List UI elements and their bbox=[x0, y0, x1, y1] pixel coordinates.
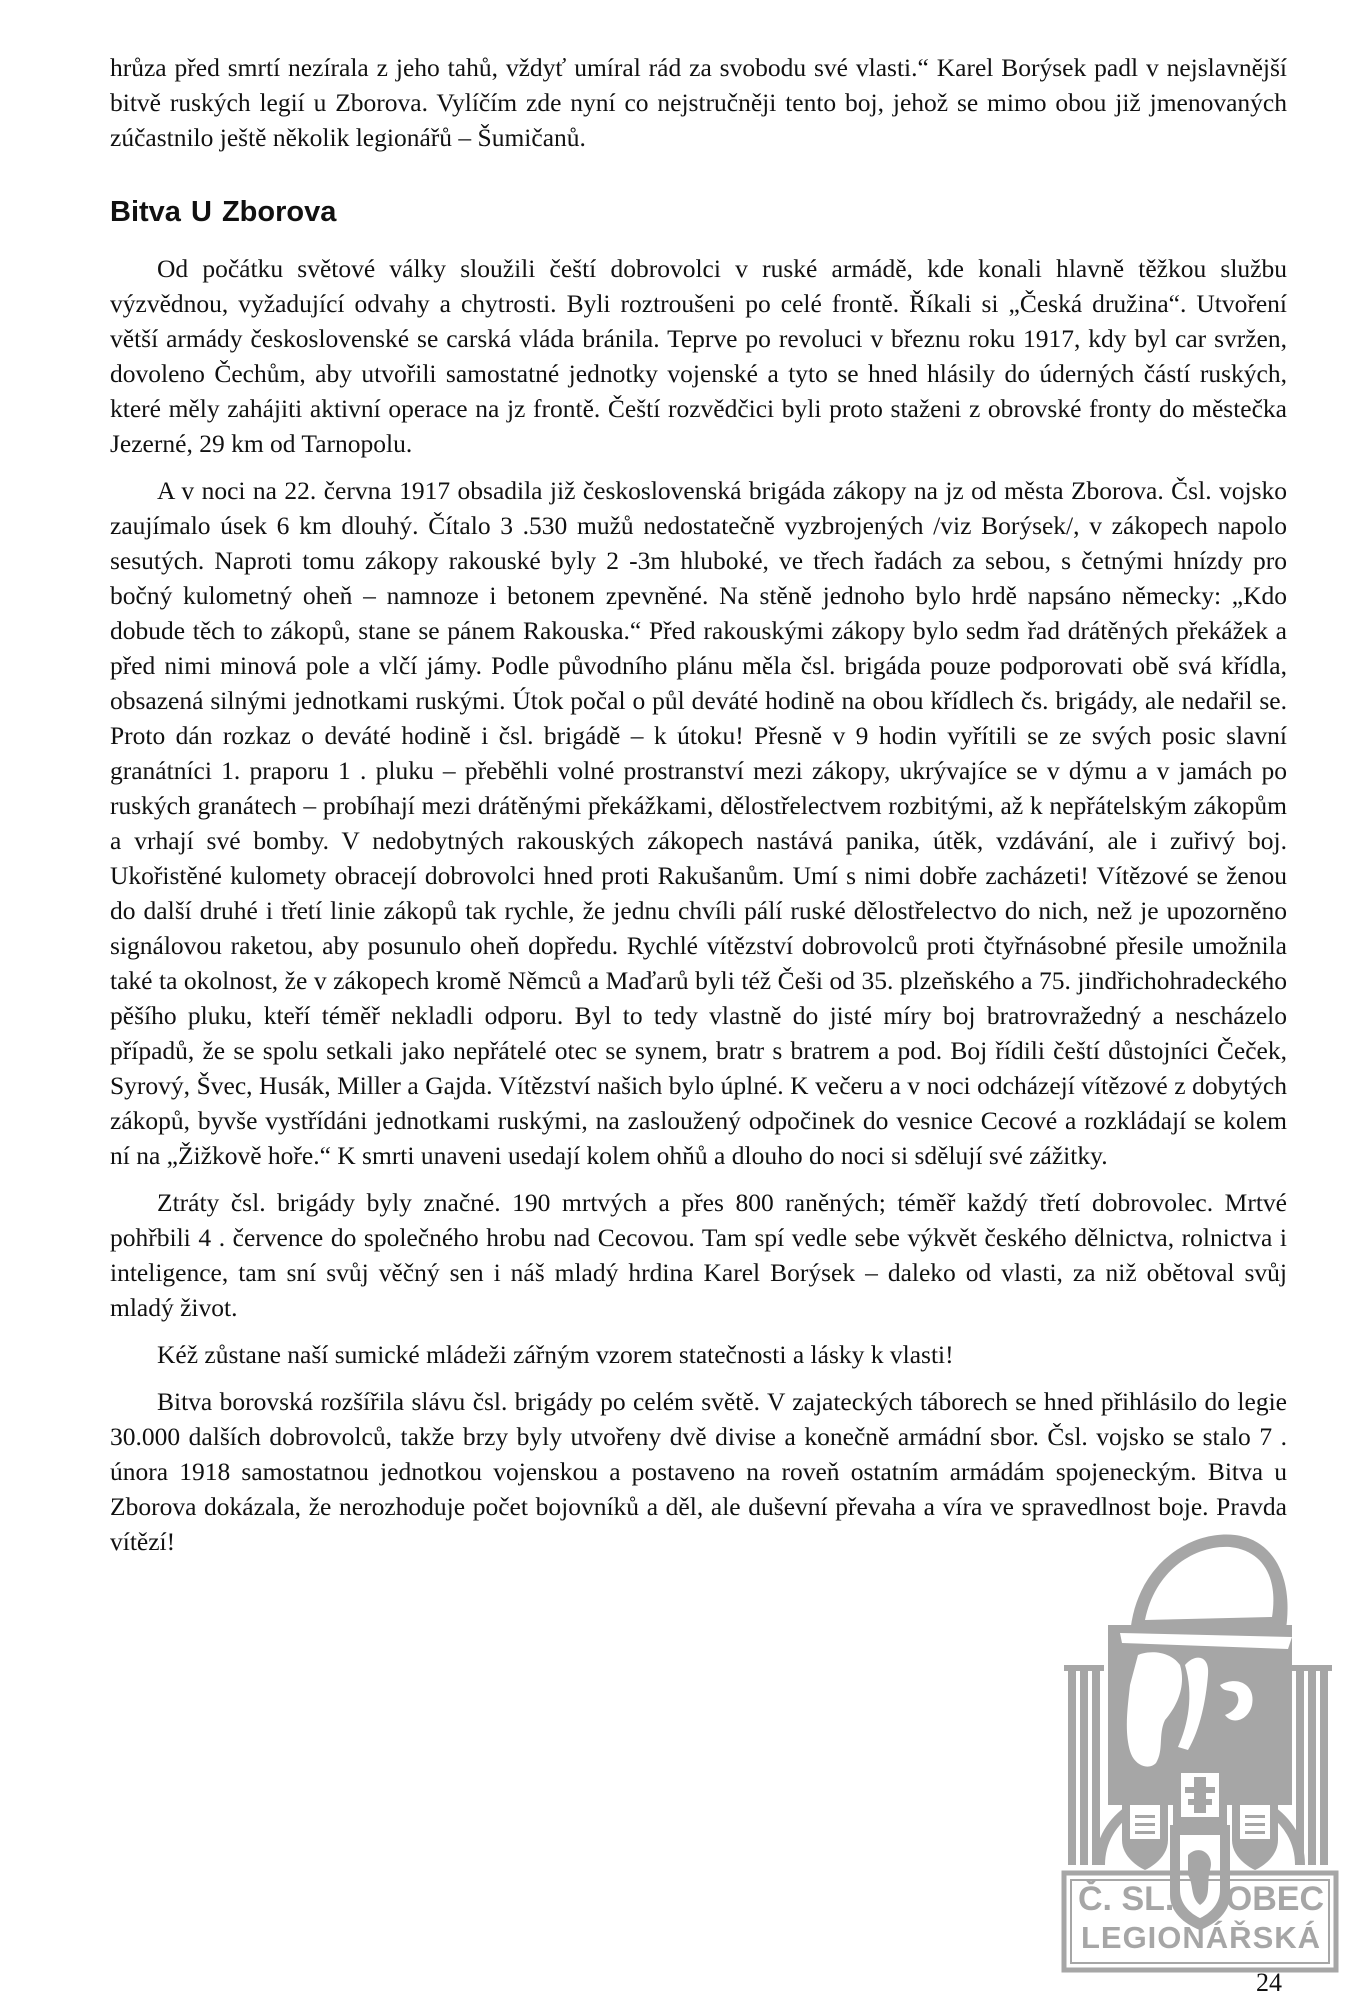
page-number: 24 bbox=[1256, 1968, 1282, 1997]
text-column bbox=[110, 50, 1287, 1571]
watermark-text bbox=[1072, 1880, 1330, 1958]
section-heading: Bitva U Zborova bbox=[110, 196, 337, 228]
paragraph: Kéž zůstane naší sumické mládeži zářným vzorem statečnosti a lásky k vlasti! bbox=[157, 1340, 954, 1369]
opening-paragraph: hrůza před smrtí nezírala z jeho tahů, vždyť umíral rád za svobodu své vlasti.“ Karel Borýsek padl v nejslavnější bitvě ruských legií u Zborova. Vylíčím zde nyní co nejstručněji tento boj, jehož se mimo obou již jmenovaných zúčastnilo ještě několik legionářů – Šumičanů. bbox=[110, 53, 1287, 152]
paragraph: Ztráty čsl. brigády byly značné. 190 mrtvých a přes 800 raněných; téměř každý třetí dobrovolec. Mrtvé pohřbili 4 . července do společného hrobu nad Cecovou. Tam spí vedle sebe výkvět českého dělnictva, rolnictva i inteligence, tam sní svůj věčný sen i náš mladý hrdina Karel Borýsek – daleko od vlasti, za niž obětoval svůj mladý život. bbox=[110, 1188, 1287, 1322]
watermark-line1-left: Č. SL. bbox=[1078, 1880, 1175, 1918]
left-pillar-bar bbox=[1068, 1670, 1076, 1865]
watermark-line1-right: OBEC bbox=[1225, 1880, 1324, 1918]
paragraph: A v noci na 22. června 1917 obsadila již československá brigáda zákopy na jz od města Zborova. Čsl. vojsko zaujímalo úsek 6 km dlouhý. Čítalo 3 .530 mužů nedostatečně vyzbrojených /viz Borýsek/, v zákopech napolo sesutých. Naproti tomu zákopy rakouské byly 2 -3m hluboké, ve třech řadách za sebou, s četnými hnízdy pro bočný kulometný oheň – namnoze i betonem zpevněné. Na stěně jednoho bylo hrdě napsáno německy: „Kdo dobude těch to zákopů, stane se pánem Rakouska.“ Před rakouskými zákopy bylo sedm řad drátěných překážek a před nimi minová pole a vlčí jámy. Podle původního plánu měla čsl. brigáda pouze podporovati obě svá křídla, obsazená silnými jednotkami ruskými. Útok počal o půl deváté hodině na obou křídlech čs. brigády, ale nedařil se. Proto dán rozkaz o deváté hodině i čsl. brigádě – k útoku! Přesně v 9 hodin vyřítili se ze svých posic slavní granátníci 1. praporu 1 . pluku – přeběhli volné prostranství mezi zákopy, ukrývajíce se v dýmu a v jamách po ruských granátech – probíhají mezi drátěnými překážkami, dělostřelectvem rozbitými, až k nepřátelským zákopům a vrhají své bomby. V nedobytných rakouských zákopech nastává panika, útěk, vzdávání, ale i zuřivý boj. Ukořistěné kulomety obracejí dobrovolci hned proti Rakušanům. Umí s nimi dobře zacházeti! Vítězové se ženou do další druhé i třetí linie zákopů tak rychle, že jednu chvíli pálí ruské dělostřelectvo do nich, než je upozorněno signálovou raketou, aby posunulo oheň dopředu. Rychlé vítězství dobrovolců proti čtyřnásobné přesile umožnila také ta okolnost, že v zákopech kromě Němců a Maďarů byli též Češi od 35. plzeňského a 75. jindřichohradeckého pěšího pluku, kteří téměř nekladli odporu. Byl to tedy vlastně do jisté míry boj bratrovražedný a nescházelo případů, že se spolu setkali jako nepřátelé otec se synem, bratr s bratrem a pod. Boj řídili čeští důstojníci Čeček, Syrový, Švec, Husák, Miller a Gajda. Vítězství našich bylo úplné. K večeru a v noci odcházejí vítězové z dobytých zákopů, byvše vystřídáni jednotkami ruskými, na zasloužený odpočinek do vesnice Cecové a rozkládají se kolem ní na „Žižkově hoře.“ K smrti unaveni usedají kolem ohňů a dlouho do noci si sdělují své zážitky. bbox=[110, 476, 1287, 1170]
paragraph: Od počátku světové války sloužili čeští dobrovolci v ruské armádě, kde konali hlavně těžkou službu výzvědnou, vyžadující odvahy a chytrosti. Byli roztroušeni po celé frontě. Říkali si „Česká družina“. Utvoření větší armády československé se carská vláda bránila. Teprve po revoluci v březnu roku 1917, kdy byl car svržen, dovoleno Čechům, aby utvořili samostatné jednotky vojenské a tyto se hned hlásily do úderných částí ruských, které měly zahájiti aktivní operace na jz frontě. Čeští rozvědčici byli proto staženi z obrovské fronty do městečka Jezerné, 29 km od Tarnopolu. bbox=[110, 254, 1287, 458]
paragraph: Bitva borovská rozšířila slávu čsl. brigády po celém světě. V zajateckých táborech se hned přihlásilo do legie 30.000 dalších dobrovolců, takže brzy byly utvořeny dvě divise a konečně armádní sbor. Čsl. vojsko se stalo 7 . února 1918 samostatnou jednotkou vojenskou a postaveno na roveň ostatním armádám spojeneckým. Bitva u Zborova dokázala, že nerozhoduje počet bojovníků a děl, ale duševní převaha a víra ve spravedlnost boje. Pravda vítězí! bbox=[110, 1387, 1287, 1556]
watermark-line2: LEGIONÁŘSKÁ bbox=[1080, 1920, 1322, 1955]
